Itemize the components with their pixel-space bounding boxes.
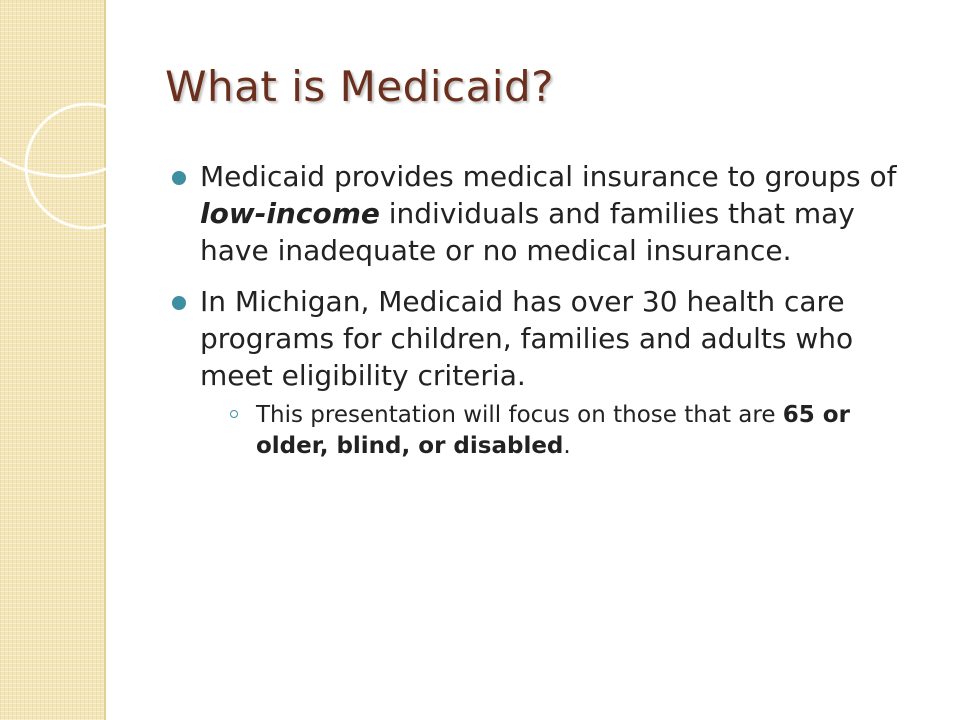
bullet-text-after: individuals and families that may have inadequate or no medical insurance. — [200, 197, 855, 267]
bullet-emphasis: low-income — [200, 197, 380, 230]
bullet-list — [172, 158, 912, 476]
bullet-dot-icon — [172, 296, 186, 310]
bullet-item — [172, 283, 912, 462]
bullet-dot-icon — [172, 171, 186, 185]
sub-bullet-text-after: . — [563, 433, 571, 459]
sub-bullet-text-before: This presentation will focus on those that are — [256, 402, 783, 428]
sub-bullet-text — [256, 400, 912, 462]
bullet-text-before: Medicaid provides medical insurance to groups of — [200, 160, 897, 193]
decorative-circle-small — [26, 104, 150, 228]
bullet-text — [200, 158, 912, 269]
bullet-text: In Michigan, Medicaid has over 30 health care programs for children, families and adults who meet eligibility criteria. — [200, 285, 854, 392]
sub-bullet-ring-icon — [230, 410, 238, 418]
bullet-item — [172, 158, 912, 269]
sub-bullet-emphasis: 65 or older, blind, or disabled — [256, 402, 850, 459]
slide-title: What is Medicaid? — [165, 62, 554, 111]
sub-bullet-item — [200, 400, 912, 462]
